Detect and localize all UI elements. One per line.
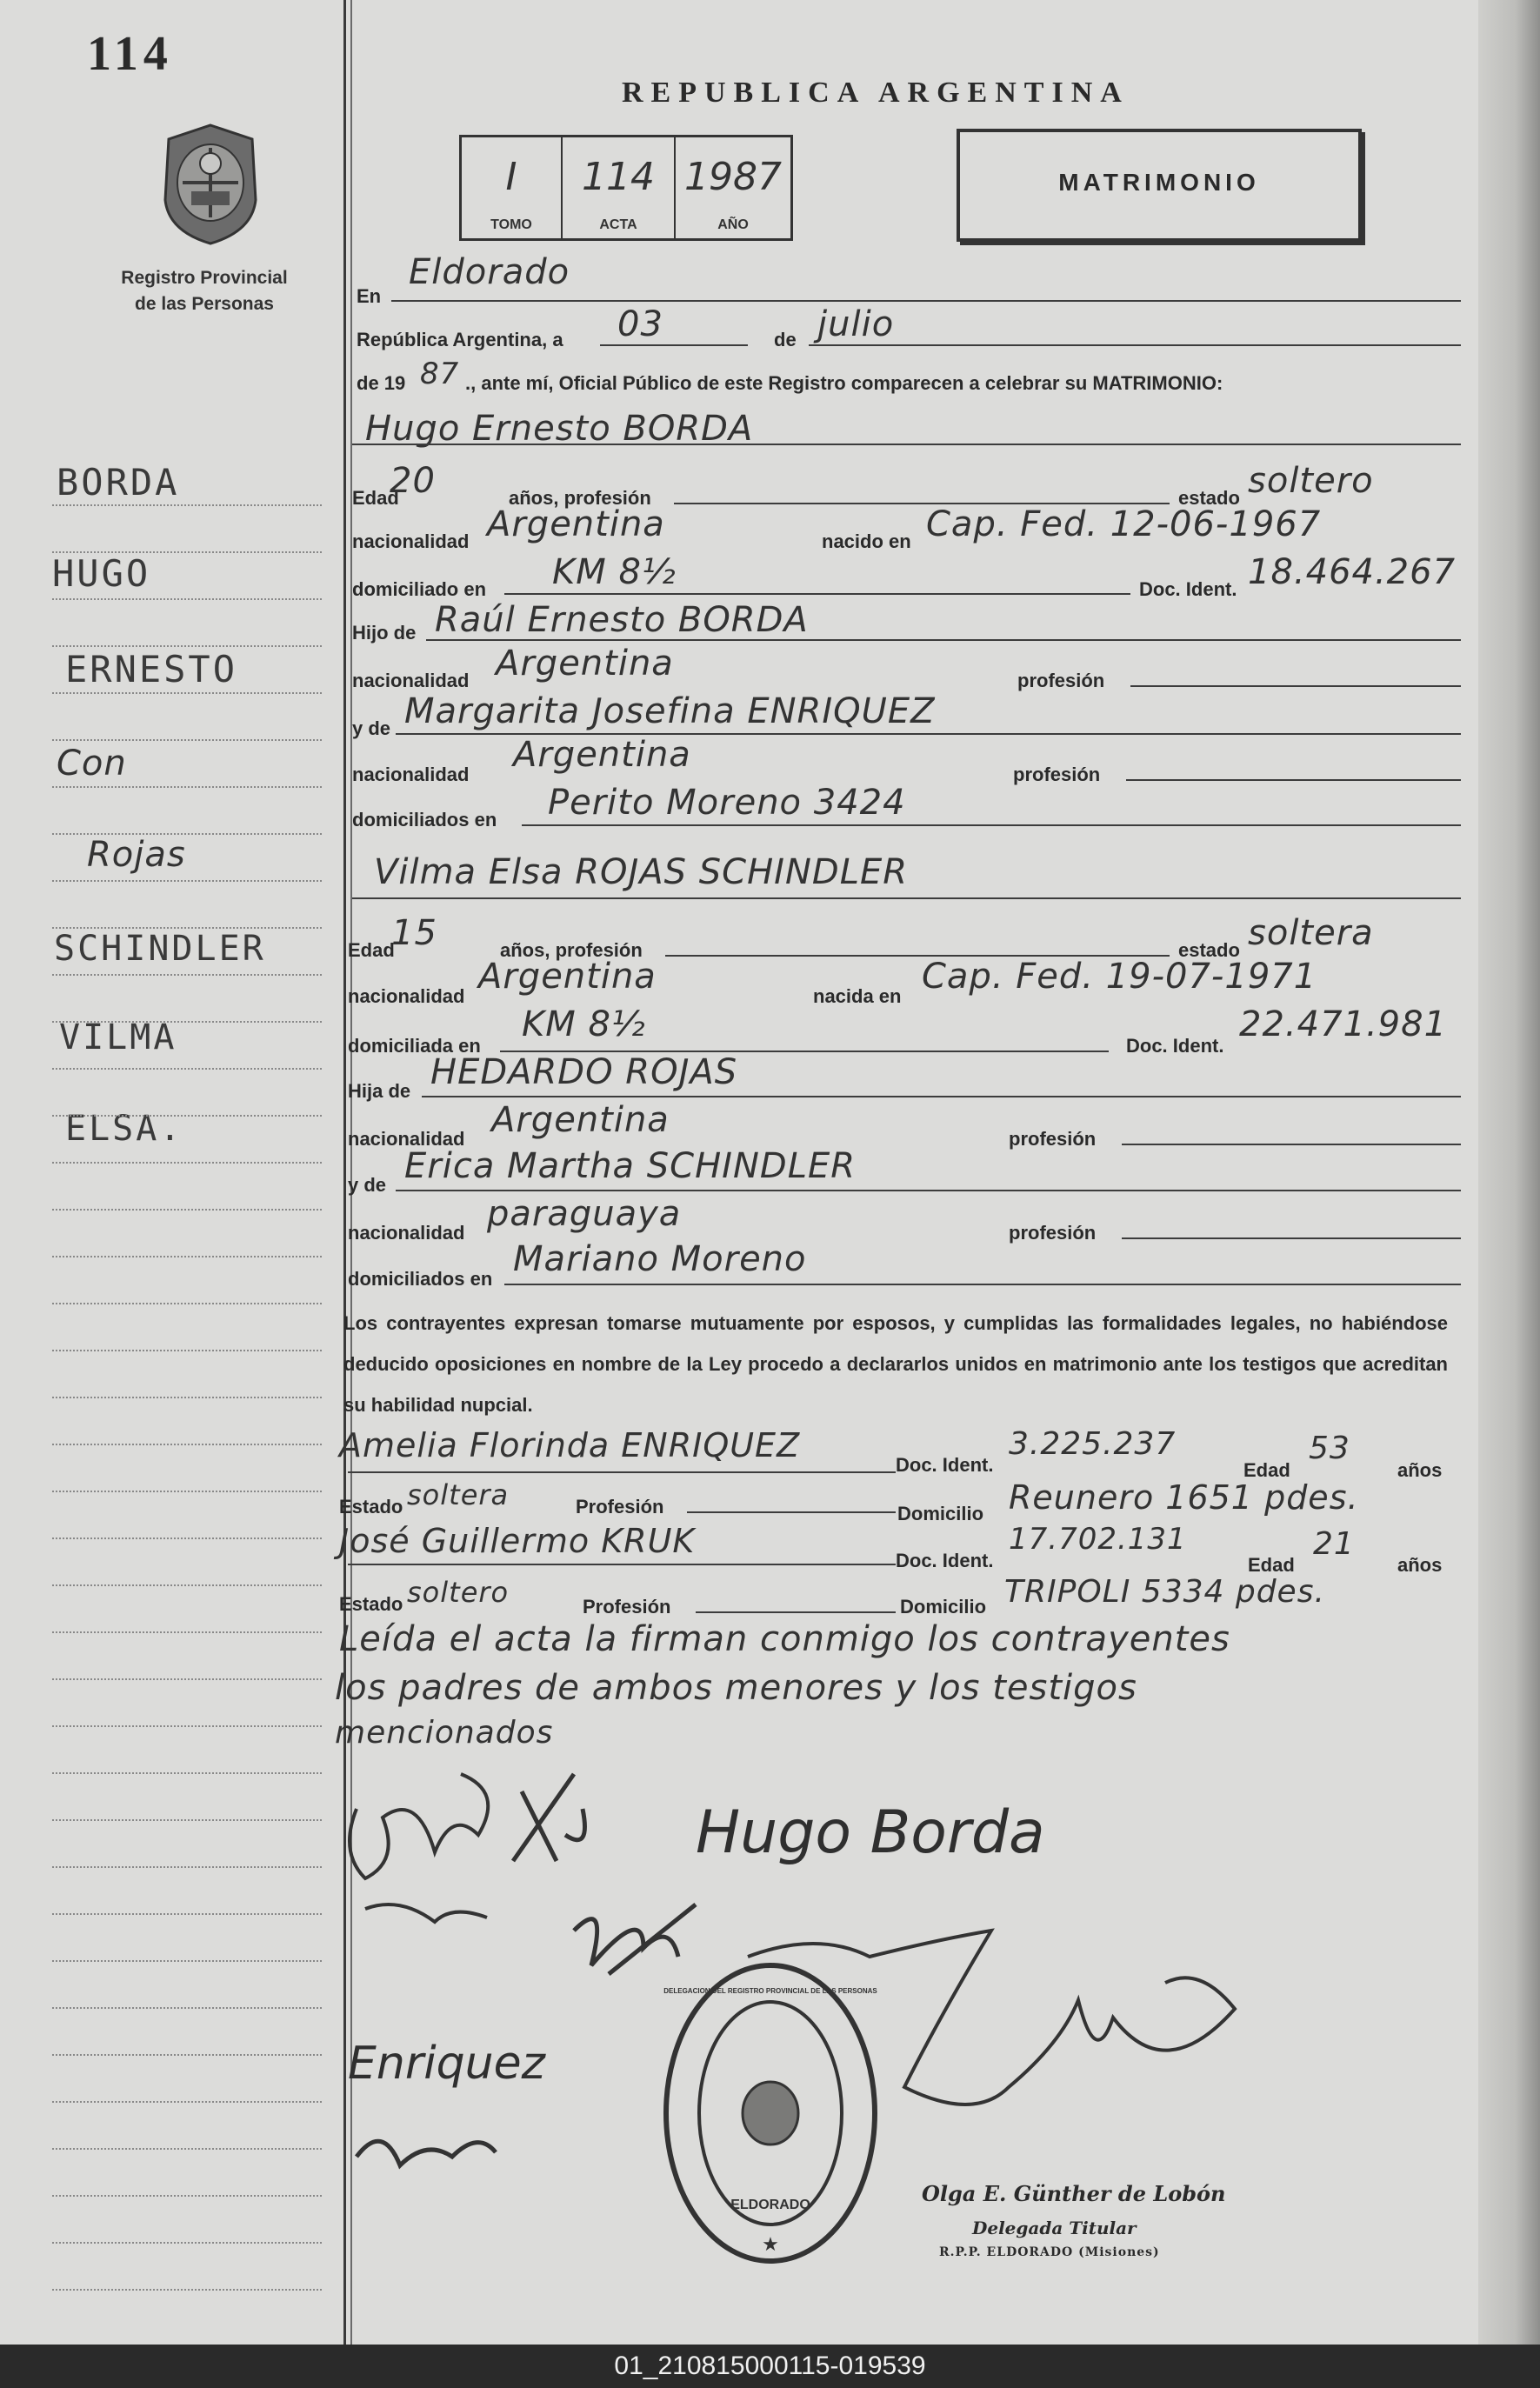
ano-cell bbox=[676, 137, 790, 238]
witness1-doc: 3.225.237 bbox=[1009, 1426, 1177, 1462]
witness1-estado-label: Estado bbox=[339, 1496, 403, 1518]
groom-dom-label: domiciliado en bbox=[352, 578, 487, 600]
margin-name: Rojas bbox=[87, 835, 186, 875]
page-edge bbox=[1478, 0, 1540, 2345]
groom-estado: soltero bbox=[1248, 461, 1374, 501]
official-title: Delegada Titular bbox=[972, 2218, 1137, 2238]
svg-text:★: ★ bbox=[762, 2234, 779, 2256]
bride-parents-dom-label: domiciliados en bbox=[348, 1268, 493, 1290]
margin-ruled-line bbox=[52, 1444, 322, 1445]
margin-name: ERNESTO bbox=[65, 648, 238, 690]
groom-edad-label: Edad bbox=[352, 487, 399, 509]
witness2-doc: 17.702.131 bbox=[1009, 1522, 1187, 1557]
margin-name: HUGO bbox=[52, 552, 151, 595]
groom-doc: 18.464.267 bbox=[1248, 552, 1457, 592]
margin-ruled-line bbox=[52, 504, 322, 506]
tomo-label: TOMO bbox=[490, 217, 532, 232]
bride-edad: 15 bbox=[391, 913, 437, 953]
witness2-doc-label: Doc. Ident. bbox=[896, 1550, 994, 1571]
groom-hijo-label: Hijo de bbox=[352, 622, 417, 644]
witness2-profesion-label: Profesión bbox=[583, 1596, 671, 1618]
margin-ruled-line bbox=[52, 2007, 322, 2009]
stamp-city: ELDORADO bbox=[730, 2198, 810, 2212]
bride-name: Vilma Elsa ROJAS SCHINDLER bbox=[374, 852, 909, 892]
bride-anos-profesion-label: años, profesión bbox=[500, 939, 643, 961]
margin-ruled-line bbox=[52, 2148, 322, 2150]
margin-ruled-line bbox=[52, 2195, 322, 2197]
acta-label: ACTA bbox=[599, 217, 637, 232]
bride-y-de-label: y de bbox=[348, 1174, 387, 1196]
witness2-profesion-line bbox=[696, 1611, 896, 1613]
bride-doc-label: Doc. Ident. bbox=[1126, 1035, 1224, 1057]
witness2-domicilio: TRIPOLI 5334 pdes. bbox=[1004, 1574, 1325, 1610]
signature-witness2 bbox=[357, 2141, 496, 2165]
country-title: REPUBLICA ARGENTINA bbox=[622, 77, 1130, 109]
margin-name: SCHINDLER bbox=[54, 929, 266, 969]
witness2-edad: 21 bbox=[1313, 1526, 1355, 1562]
bride-name-line bbox=[352, 897, 1461, 899]
ano-label: AÑO bbox=[717, 217, 749, 232]
margin-ruled-line bbox=[52, 1021, 322, 1023]
witness1-anos-label: años bbox=[1397, 1459, 1443, 1481]
official-stamp bbox=[657, 1957, 883, 2270]
footer-caption: 01_210815000115-019539 bbox=[614, 2351, 926, 2380]
margin-ruled-line bbox=[52, 1068, 322, 1070]
margin-ruled-line bbox=[52, 1350, 322, 1351]
groom-mother-prof-line bbox=[1126, 779, 1461, 781]
margin-ruled-line bbox=[52, 598, 322, 600]
official-office: R.P.P. ELDORADO (Misiones) bbox=[939, 2245, 1160, 2259]
margin-ruled-line bbox=[52, 786, 322, 788]
register-box bbox=[459, 135, 793, 241]
groom-father-prof-label: profesión bbox=[1017, 670, 1105, 691]
bride-mother-line bbox=[396, 1190, 1461, 1191]
bride-estado: soltera bbox=[1248, 913, 1374, 953]
margin-ruled-line bbox=[52, 551, 322, 553]
witness2-anos-label: años bbox=[1397, 1554, 1443, 1576]
bride-edad-label: Edad bbox=[348, 939, 395, 961]
margin-name: ELSA. bbox=[65, 1109, 183, 1149]
margin-ruled-line bbox=[52, 2054, 322, 2056]
acta-value: 114 bbox=[582, 155, 655, 199]
witness2-name: José Guillermo KRUK bbox=[339, 1522, 696, 1560]
witness1-profesion-label: Profesión bbox=[576, 1496, 664, 1518]
registry-label-line1: Registro Provincial bbox=[121, 268, 288, 288]
place-line bbox=[391, 300, 1461, 302]
groom-anos-profesion-label: años, profesión bbox=[509, 487, 651, 509]
bride-father-nac: Argentina bbox=[491, 1100, 670, 1140]
margin-name: Con bbox=[57, 744, 127, 784]
registry-label-line2: de las Personas bbox=[135, 294, 274, 314]
margin-ruled-line bbox=[52, 645, 322, 647]
bride-parents-dom: Mariano Moreno bbox=[513, 1239, 807, 1279]
signature-bride bbox=[365, 1904, 487, 1922]
republica-label: República Argentina, a bbox=[357, 329, 563, 350]
month-line bbox=[809, 344, 1461, 346]
bride-mother: Erica Martha SCHINDLER bbox=[404, 1146, 857, 1186]
bride-mother-prof-label: profesión bbox=[1009, 1222, 1097, 1244]
witness1-estado: soltera bbox=[407, 1478, 510, 1511]
margin-ruled-line bbox=[52, 1584, 322, 1586]
bride-parents-dom-line bbox=[504, 1284, 1461, 1285]
groom-father-line bbox=[426, 639, 1461, 641]
bride-father-prof-line bbox=[1122, 1144, 1461, 1145]
witness1-profesion-line bbox=[687, 1511, 896, 1513]
margin-ruled-line bbox=[52, 1819, 322, 1821]
bride-nac-label: nacionalidad bbox=[348, 985, 465, 1007]
day-line bbox=[600, 344, 748, 346]
official-name: Olga E. Günther de Lobón bbox=[922, 2181, 1226, 2206]
margin-ruled-line bbox=[52, 1209, 322, 1211]
margin-name: VILMA bbox=[59, 1017, 177, 1057]
witness1-edad-label: Edad bbox=[1243, 1459, 1290, 1481]
signature-groom-father bbox=[350, 1774, 488, 1878]
bride-nacida: Cap. Fed. 19-07-1971 bbox=[922, 957, 1317, 997]
tomo-cell bbox=[462, 137, 563, 238]
bride-father: HEDARDO ROJAS bbox=[430, 1052, 738, 1092]
intro-text: ., ante mí, Oficial Público de este Registro comparecen a celebrar su MATRIMONIO: bbox=[465, 372, 1223, 394]
margin-ruled-line bbox=[52, 2101, 322, 2103]
bride-estado-label: estado bbox=[1178, 939, 1240, 961]
signature-mark bbox=[513, 1774, 585, 1861]
margin-ruled-line bbox=[52, 692, 322, 694]
stamp-outer-text: DELEGACION DEL REGISTRO PROVINCIAL DE LAS PERSONAS bbox=[663, 1987, 877, 1995]
margin-ruled-line bbox=[52, 2289, 322, 2291]
witness1-line bbox=[348, 1471, 896, 1473]
margin-ruled-line bbox=[52, 1538, 322, 1539]
margin-ruled-line bbox=[52, 927, 322, 929]
groom-dom-line bbox=[504, 593, 1130, 595]
witness2-estado: soltero bbox=[407, 1576, 510, 1609]
groom-mother: Margarita Josefina ENRIQUEZ bbox=[404, 691, 936, 731]
margin-ruled-line bbox=[52, 1725, 322, 1727]
note-line: mencionados bbox=[335, 1715, 554, 1751]
groom-father: Raúl Ernesto BORDA bbox=[435, 600, 809, 640]
margin-ruled-line bbox=[52, 1960, 322, 1962]
groom-father-nac: Argentina bbox=[496, 644, 674, 684]
groom-parents-dom-label: domiciliados en bbox=[352, 809, 497, 830]
margin-ruled-line bbox=[52, 1256, 322, 1257]
month-value: julio bbox=[817, 304, 895, 344]
bride-hija-label: Hija de bbox=[348, 1080, 411, 1102]
note-line: Leída el acta la firman conmigo los contrayentes bbox=[339, 1619, 1230, 1659]
groom-name: Hugo Ernesto BORDA bbox=[365, 409, 754, 449]
groom-father-nac-label: nacionalidad bbox=[352, 670, 470, 691]
margin-ruled-line bbox=[52, 833, 322, 835]
year-prefix: de 19 bbox=[357, 372, 406, 394]
groom-mother-prof-label: profesión bbox=[1013, 764, 1101, 785]
bride-nac: Argentina bbox=[478, 957, 657, 997]
en-label: En bbox=[357, 285, 382, 307]
witness2-estado-label: Estado bbox=[339, 1593, 403, 1615]
groom-name-line bbox=[352, 444, 1461, 445]
groom-parents-dom-line bbox=[522, 824, 1461, 826]
margin-ruled-line bbox=[52, 974, 322, 976]
note-line: los padres de ambos menores y los testigos bbox=[335, 1668, 1137, 1708]
witness1-doc-label: Doc. Ident. bbox=[896, 1454, 994, 1476]
margin-ruled-line bbox=[52, 1115, 322, 1117]
page-number: 114 bbox=[87, 27, 173, 81]
bride-nacida-label: nacida en bbox=[813, 985, 902, 1007]
registry-label bbox=[96, 265, 313, 317]
provincial-seal-icon bbox=[157, 122, 264, 247]
tomo-value: I bbox=[505, 155, 517, 199]
year-suffix: 87 bbox=[420, 357, 460, 391]
groom-nac: Argentina bbox=[487, 504, 665, 544]
bride-doc: 22.471.981 bbox=[1239, 1004, 1448, 1044]
witness1-name: Amelia Florinda ENRIQUEZ bbox=[339, 1426, 801, 1464]
groom-father-prof-line bbox=[1130, 685, 1461, 687]
margin-ruled-line bbox=[52, 1678, 322, 1680]
margin-column bbox=[0, 0, 335, 2345]
witness1-domicilio-label: Domicilio bbox=[897, 1503, 984, 1524]
margin-ruled-line bbox=[52, 1772, 322, 1774]
margin-ruled-line bbox=[52, 1491, 322, 1492]
witness1-edad: 53 bbox=[1309, 1431, 1350, 1466]
groom-estado-label: estado bbox=[1178, 487, 1240, 509]
margin-ruled-line bbox=[52, 1397, 322, 1398]
groom-edad: 20 bbox=[390, 461, 436, 501]
margin-ruled-line bbox=[52, 1866, 322, 1868]
margin-ruled-line bbox=[52, 1913, 322, 1915]
act-type-label: MATRIMONIO bbox=[1058, 169, 1260, 196]
witness2-edad-label: Edad bbox=[1248, 1554, 1295, 1576]
bride-dom: KM 8½ bbox=[522, 1004, 646, 1044]
signature-groom: Hugo Borda bbox=[696, 1798, 1045, 1867]
groom-mother-nac: Argentina bbox=[513, 735, 691, 775]
groom-dom: KM 8½ bbox=[552, 552, 677, 592]
margin-ruled-line bbox=[52, 1162, 322, 1164]
closing-paragraph: Los contrayentes expresan tomarse mutuamente por esposos, y cumplidas las formalidades legales, no habiéndose deducido oposiciones en nombre de la Ley procedo a declararlos unidos en matrimonio ante los testigos que acreditan su habilidad nupcial. bbox=[343, 1312, 1448, 1416]
bride-father-prof-label: profesión bbox=[1009, 1128, 1097, 1150]
bride-dom-label: domiciliada en bbox=[348, 1035, 481, 1057]
ano-value: 1987 bbox=[684, 155, 782, 199]
witness2-domicilio-label: Domicilio bbox=[900, 1596, 987, 1618]
acta-cell bbox=[563, 137, 676, 238]
groom-nacido-label: nacido en bbox=[822, 530, 911, 552]
bride-mother-nac: paraguaya bbox=[487, 1194, 682, 1234]
margin-ruled-line bbox=[52, 880, 322, 882]
margin-ruled-line bbox=[52, 2242, 322, 2244]
margin-ruled-line bbox=[52, 1303, 322, 1304]
groom-nac-label: nacionalidad bbox=[352, 530, 470, 552]
bride-mother-nac-label: nacionalidad bbox=[348, 1222, 465, 1244]
groom-y-de-label: y de bbox=[352, 717, 391, 739]
groom-nacido: Cap. Fed. 12-06-1967 bbox=[926, 504, 1322, 544]
groom-parents-dom: Perito Moreno 3424 bbox=[548, 783, 906, 823]
signature-witness1: Enriquez bbox=[348, 2038, 545, 2090]
act-type-box bbox=[957, 129, 1362, 242]
bride-father-nac-label: nacionalidad bbox=[348, 1128, 465, 1150]
witness2-line bbox=[348, 1564, 896, 1565]
groom-mother-nac-label: nacionalidad bbox=[352, 764, 470, 785]
witness1-domicilio: Reunero 1651 pdes. bbox=[1009, 1478, 1359, 1517]
month-de-label: de bbox=[774, 329, 797, 350]
groom-doc-label: Doc. Ident. bbox=[1139, 578, 1237, 600]
bride-mother-prof-line bbox=[1122, 1237, 1461, 1239]
margin-ruled-line bbox=[52, 739, 322, 741]
margin-ruled-line bbox=[52, 1631, 322, 1633]
day-value: 03 bbox=[617, 304, 663, 344]
bride-father-line bbox=[422, 1096, 1461, 1097]
margin-name: BORDA bbox=[57, 461, 180, 504]
place-value: Eldorado bbox=[409, 252, 570, 292]
